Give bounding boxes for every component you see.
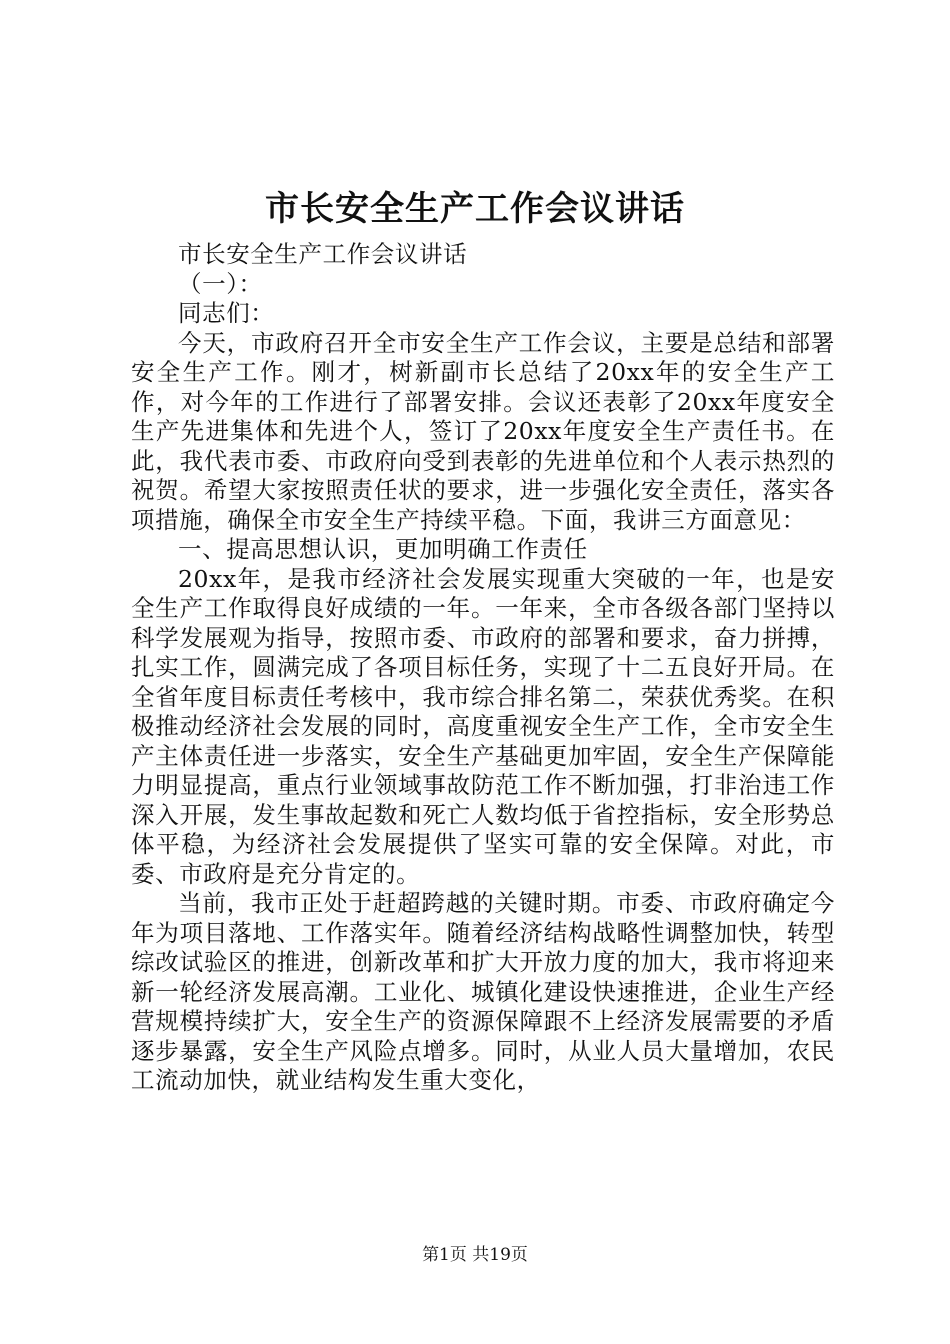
document-title: 市长安全生产工作会议讲话: [265, 189, 685, 229]
page-footer: 第1页 共19页: [422, 1245, 528, 1265]
document-body: [131, 240, 835, 1096]
salutation-paragraph: 同志们：: [178, 299, 275, 327]
subtitle-paragraph: 市长安全生产工作会议讲话: [178, 240, 468, 268]
body-paragraph: 20xx年，是我市经济社会发展实现重大突破的一年，也是安全生产工作取得良好成绩的一年。一年来，全市各级各部门坚持以科学发展观为指导，按照市委、市政府的部署和要求，奋力拼搏，扎实工作，圆满完成了各项目标任务，实现了十二五良好开局。在全省年度目标责任考核中，我市综合排名第二，荣获优秀奖。在积极推动经济社会发展的同时，高度重视安全生产工作，全市安全生产主体责任进一步落实，安全生产基础更加牢固，安全生产保障能力明显提高，重点行业领域事故防范工作不断加强，打非治违工作深入开展，发生事故起数和死亡人数均低于省控指标，安全形势总体平稳，为经济社会发展提供了坚实可靠的安全保障。对此，市委、市政府是充分肯定的。: [131, 564, 835, 888]
section-number-paragraph: （一）：: [178, 269, 263, 298]
body-paragraph: 当前，我市正处于赶超跨越的关键时期。市委、市政府确定今年为项目落地、工作落实年。随着经济结构战略性调整加快，转型综改试验区的推进，创新改革和扩大开放力度的加大，我市将迎来新一轮经济发展高潮。工业化、城镇化建设快速推进，企业生产经营规模持续扩大，安全生产的资源保障跟不上经济发展需要的矛盾逐步暴露，安全生产风险点增多。同时，从业人员大量增加，农民工流动加快，就业结构发生重大变化，: [131, 889, 835, 1094]
body-paragraph: 今天，市政府召开全市安全生产工作会议，主要是总结和部署安全生产工作。刚才，树新副市长总结了20xx年的安全生产工作，对今年的工作进行了部署安排。会议还表彰了20xx年度安全生产先进集体和先进个人，签订了20xx年度安全生产责任书。在此，我代表市委、市政府向受到表彰的先进单位和个人表示热烈的祝贺。希望大家按照责任状的要求，进一步强化安全责任，落实各项措施，确保全市安全生产持续平稳。下面，我讲三方面意见：: [131, 328, 835, 534]
section-heading: 一、提高思想认识，更加明确工作责任: [178, 535, 588, 563]
